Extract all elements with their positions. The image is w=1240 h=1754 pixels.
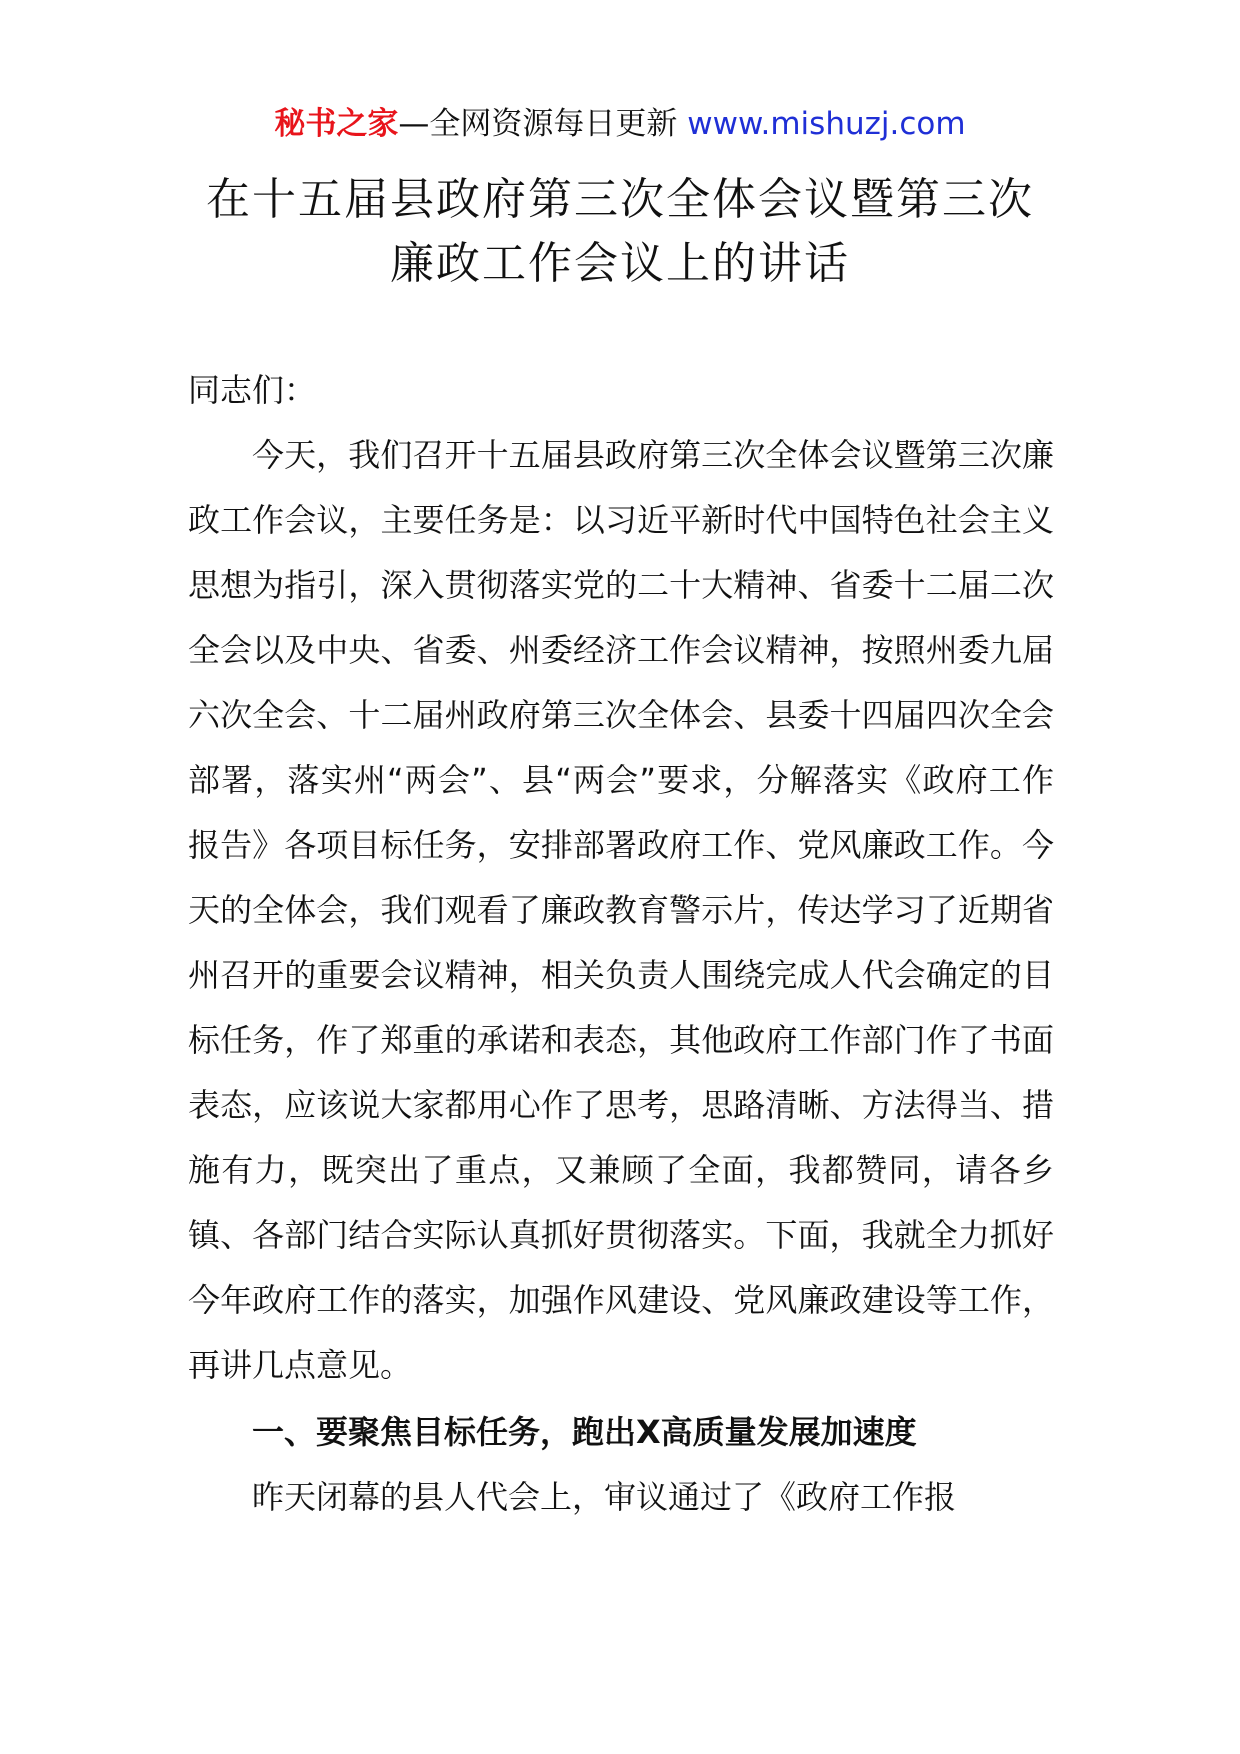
section-heading-1: 一、要聚焦目标任务，跑出X高质量发展加速度 [252, 1413, 917, 1451]
body-paragraph-2: 昨天闭幕的县人代会上，审议通过了《政府工作报 [252, 1478, 957, 1516]
site-brand: 秘书之家 [274, 106, 399, 142]
greeting: 同志们： [188, 371, 317, 409]
site-tagline: —全网资源每日更新 [398, 106, 688, 142]
document-title-line-1: 在十五届县政府第三次全体会议暨第三次 [206, 174, 1034, 225]
body-paragraph-1: 今天，我们召开十五届县政府第三次全体会议暨第三次廉政工作会议，主要任务是：以习近平新时代中国特色社会主义思想为指引，深入贯彻落实党的二十大精神、省委十二届二次全会以及中央、省委、州委经济工作会议精神，按照州委九届六次全会、十二届州政府第三次全体会、县委十四届四次全会部署，落实州“两会”、县“两会”要求，分解落实《政府工作报告》各项目标任务，安排部署政府工作、党风廉政工作。今天的全体会，我们观看了廉政教育警示片，传达学习了近期省州召开的重要会议精神，相关负责人围绕完成人代会确定的目标任务，作了郑重的承诺和表态，其他政府工作部门作了书面表态，应该说大家都用心作了思考，思路清晰、方法得当、措施有力，既突出了重点，又兼顾了全面，我都赞同，请各乡镇、各部门结合实际认真抓好贯彻落实。下面，我就全力抓好今年政府工作的落实，加强作风建设、党风廉政建设等工作，再讲几点意见。 [188, 436, 1054, 1384]
document-title-line-2: 廉政工作会议上的讲话 [390, 238, 850, 289]
document-title [150, 168, 1090, 296]
site-banner [0, 102, 1240, 146]
document-body [188, 358, 1054, 1530]
site-url-link[interactable]: www.mishuzj.com [687, 106, 966, 142]
